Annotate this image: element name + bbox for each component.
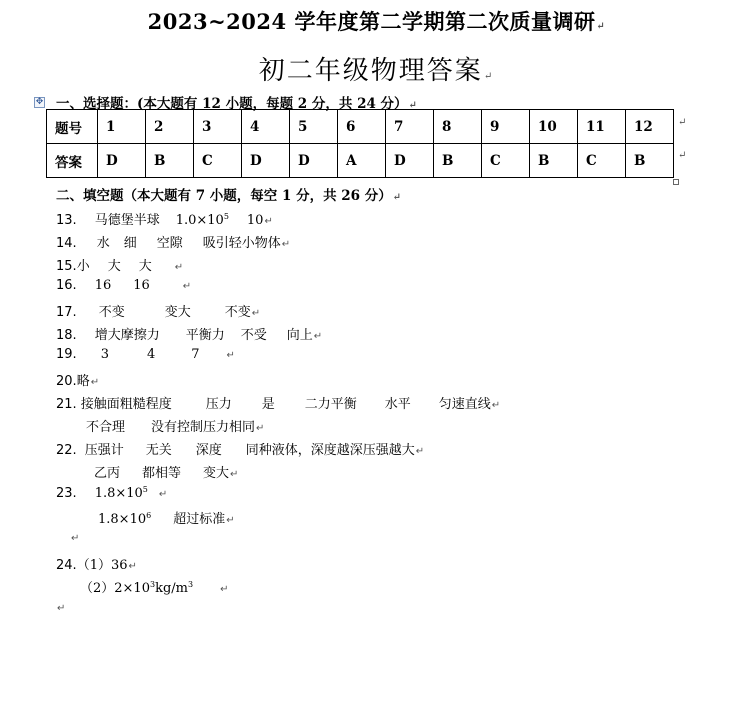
question-number: 1: [98, 110, 146, 144]
question-number: 3: [194, 110, 242, 144]
answer-line-22b: 乙丙 都相等 变大↵: [94, 466, 239, 481]
question-number: 4: [242, 110, 290, 144]
table-row: [47, 110, 674, 144]
answer-line-21: 21. 接触面粗糙程度 压力 是 二力平衡 水平 匀速直线↵: [56, 397, 501, 412]
section2-heading: 二、填空题（本大题有 7 小题，每空 1 分，共 26 分）↵: [56, 188, 402, 204]
answer-cell: B: [530, 144, 578, 178]
answer-line-24b: $(2)2\times 10^3kg/m^3$ ↵: [80, 580, 229, 596]
question-number: 10: [530, 110, 578, 144]
answer-line-19: 19. 3 4 7 ↵: [56, 347, 235, 362]
answer-line-23: 23. $1.8\times 10^5$ ↵: [56, 485, 168, 501]
answer-cell: C: [482, 144, 530, 178]
answer-cell: B: [434, 144, 482, 178]
answer-cell: D: [242, 144, 290, 178]
answer-line-14: 14. 水 细 空隙 吸引轻小物体↵: [56, 236, 291, 251]
answer-line-16: 16. 16 16 ↵: [56, 278, 192, 293]
row-label: 答案: [47, 144, 98, 178]
document-subtitle: 初二年级物理答案↵: [258, 56, 495, 86]
answer-line-13: 13. 马德堡半球 $1.0\times 10^5$ 10↵: [56, 212, 273, 228]
answer-line-21b: 不合理 没有控制压力相同↵: [86, 420, 265, 435]
answer-cell: B: [626, 144, 674, 178]
answer-line-15: 15.小 大 大 ↵: [56, 259, 184, 274]
question-number: 2: [146, 110, 194, 144]
question-number: 7: [386, 110, 434, 144]
answer-cell: C: [194, 144, 242, 178]
empty-paragraph: ↵: [71, 533, 80, 544]
question-number: 12: [626, 110, 674, 144]
answer-line-20: 20.略↵: [56, 374, 100, 389]
row-label: 题号: [47, 110, 98, 144]
answer-line-22: 22. 压强计 无关 深度 同种液体，深度越深压强越大↵: [56, 443, 425, 458]
section1-heading: 一、选择题：(本大题有 12 小题，每题 2 分，共 24 分）↵: [56, 96, 417, 112]
question-number: 8: [434, 110, 482, 144]
question-number: 9: [482, 110, 530, 144]
answer-cell: D: [290, 144, 338, 178]
question-number: 5: [290, 110, 338, 144]
row-end-mark: ↵: [678, 117, 687, 128]
answer-cell: A: [338, 144, 386, 178]
document-title: 2023~2024 学年度第二学期第二次质量调研↵: [147, 9, 606, 34]
answer-line-23b: $1.8\times 10^6$ 超过标准↵: [98, 511, 235, 527]
answer-cell: D: [98, 144, 146, 178]
table-row: [47, 144, 674, 178]
answer-cell: D: [386, 144, 434, 178]
answer-cell: C: [578, 144, 626, 178]
empty-paragraph: ↵: [57, 603, 66, 614]
table-move-handle-icon[interactable]: ✥: [35, 97, 44, 107]
answer-line-18: 18. 增大摩擦力 平衡力 不受 向上↵: [56, 328, 323, 343]
answer-cell: B: [146, 144, 194, 178]
question-number: 6: [338, 110, 386, 144]
table-resize-handle[interactable]: [673, 179, 679, 185]
answer-line-17: 17. 不变 变大 不变↵: [56, 305, 261, 320]
question-number: 11: [578, 110, 626, 144]
answer-line-24: 24.（1）36↵: [56, 558, 137, 573]
row-end-mark: ↵: [678, 150, 687, 161]
answer-table: [46, 109, 674, 178]
